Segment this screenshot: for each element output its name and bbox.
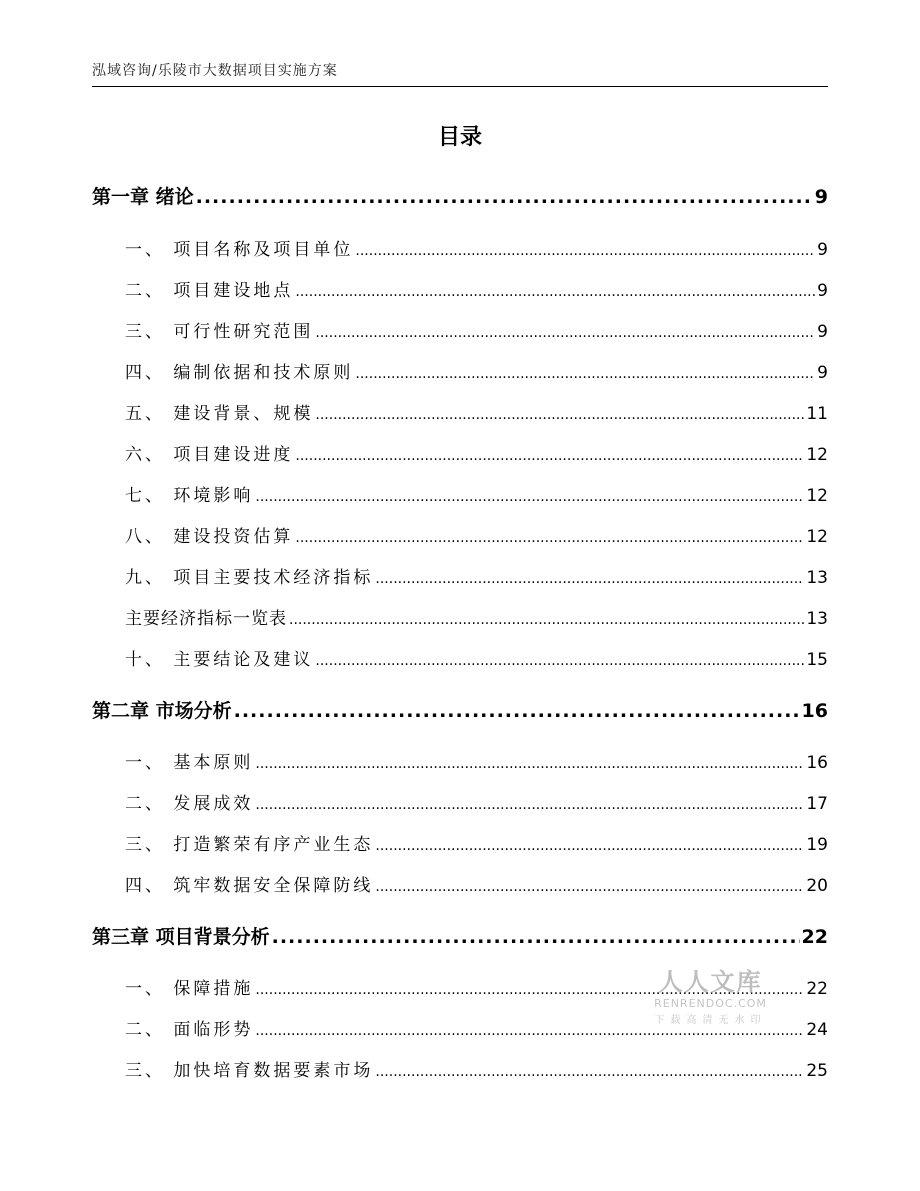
toc-leader [295, 284, 815, 300]
toc-label: 四、 筑牢数据安全保障防线 [125, 876, 374, 896]
toc-page: 9 [817, 281, 828, 301]
running-header: 泓域咨询/乐陵市大数据项目实施方案 [92, 63, 338, 79]
toc-page: 20 [806, 876, 828, 896]
toc-leader [255, 489, 804, 505]
toc-page: 19 [806, 835, 828, 855]
watermark-tagline: 下载高清无水印 [654, 1015, 767, 1026]
toc-page: 12 [806, 527, 828, 547]
toc-leader [255, 756, 804, 772]
toc-label: 一、 基本原则 [125, 753, 254, 773]
toc-label: 九、 项目主要技术经济指标 [125, 568, 374, 588]
toc-page: 22 [801, 926, 828, 948]
toc-label: 第二章 市场分析 [92, 700, 232, 722]
toc-entry[interactable] [125, 1056, 828, 1081]
toc-label: 三、 加快培育数据要素市场 [125, 1061, 374, 1081]
page-title: 目录 [437, 125, 482, 150]
toc-entry[interactable] [125, 358, 828, 383]
toc-entry[interactable] [125, 317, 828, 342]
toc-page: 22 [806, 979, 828, 999]
toc-leader [315, 653, 804, 669]
toc-label: 八、 建设投资估算 [125, 527, 294, 547]
toc-entry[interactable] [125, 871, 828, 896]
toc-chapter-1[interactable] [92, 182, 828, 209]
toc-entry[interactable] [125, 789, 828, 814]
toc-label: 二、 发展成效 [125, 794, 254, 814]
toc-page: 12 [806, 486, 828, 506]
toc-leader [289, 612, 804, 628]
toc-label: 四、 编制依据和技术原则 [125, 363, 354, 383]
toc-label: 三、 打造繁荣有序产业生态 [125, 835, 374, 855]
toc-entry[interactable] [125, 276, 828, 301]
toc-leader [315, 407, 804, 423]
toc-leader [272, 926, 800, 948]
toc-page: 16 [801, 700, 828, 722]
toc-entry[interactable] [125, 522, 828, 547]
toc-label: 二、 面临形势 [125, 1020, 254, 1040]
toc-label: 五、 建设背景、规模 [125, 404, 314, 424]
toc-page: 9 [817, 363, 828, 383]
toc-page: 11 [806, 404, 828, 424]
toc-entry[interactable] [125, 399, 828, 424]
toc-leader [375, 571, 804, 587]
toc-page: 15 [806, 650, 828, 670]
toc-entry[interactable] [125, 481, 828, 506]
toc-leader [375, 838, 804, 854]
toc-label: 六、 项目建设进度 [125, 445, 294, 465]
toc-chapter-2[interactable] [92, 696, 828, 723]
toc-leader [355, 243, 815, 259]
toc-leader [315, 325, 815, 341]
toc-label: 二、 项目建设地点 [125, 281, 294, 301]
toc-page: 9 [817, 322, 828, 342]
toc-label: 第一章 绪论 [92, 186, 194, 208]
toc-entry[interactable] [125, 235, 828, 260]
toc-label: 三、 可行性研究范围 [125, 322, 314, 342]
watermark [648, 962, 773, 1026]
header-rule [92, 86, 828, 87]
toc-leader [255, 797, 804, 813]
toc-label: 七、 环境影响 [125, 486, 254, 506]
toc-page: 24 [806, 1020, 828, 1040]
toc-label: 主要经济指标一览表 [125, 609, 287, 629]
toc-page: 9 [814, 186, 828, 208]
toc-label: 一、 项目名称及项目单位 [125, 240, 354, 260]
watermark-brand: 人人文库 [658, 968, 763, 996]
toc-page: 25 [806, 1061, 828, 1081]
toc-page: 12 [806, 445, 828, 465]
toc-label: 第三章 项目背景分析 [92, 926, 270, 948]
toc-chapter-3[interactable] [92, 922, 828, 949]
toc-leader [375, 1064, 804, 1080]
toc-leader [196, 186, 813, 208]
toc-leader [295, 448, 804, 464]
toc-entry[interactable] [125, 645, 828, 670]
toc-page: 9 [817, 240, 828, 260]
watermark-url: RENRENDOC.COM [654, 997, 767, 1010]
toc-leader [295, 530, 804, 546]
toc-leader [355, 366, 815, 382]
toc-leader [234, 700, 800, 722]
toc-entry[interactable] [125, 604, 828, 629]
toc-page: 13 [806, 568, 828, 588]
toc-leader [375, 879, 804, 895]
toc-entry[interactable] [125, 748, 828, 773]
toc-entry[interactable] [125, 830, 828, 855]
toc-page: 13 [806, 609, 828, 629]
toc-page: 16 [806, 753, 828, 773]
toc-label: 一、 保障措施 [125, 979, 254, 999]
toc-entry[interactable] [125, 563, 828, 588]
toc-label: 十、 主要结论及建议 [125, 650, 314, 670]
toc-entry[interactable] [125, 440, 828, 465]
toc-page: 17 [806, 794, 828, 814]
